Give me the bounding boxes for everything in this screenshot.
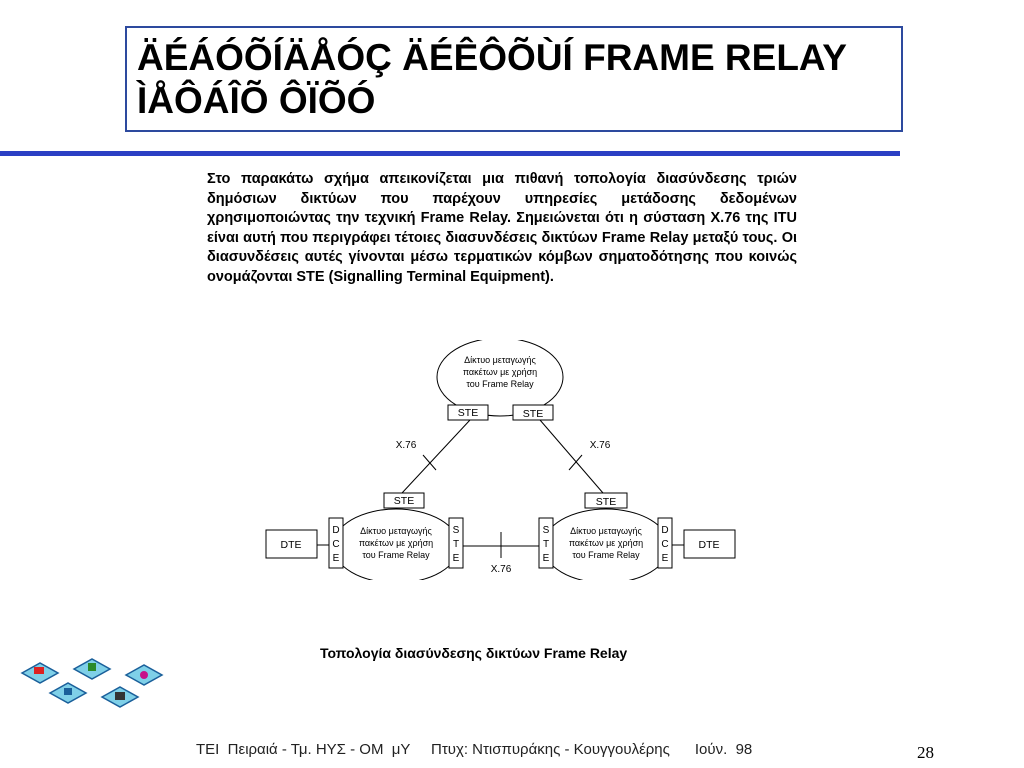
ste-left-t: T xyxy=(452,539,460,550)
ste-label-left: STE xyxy=(393,495,415,507)
dce-right-d: D xyxy=(661,525,669,536)
puzzle-piece-icon xyxy=(22,663,58,683)
dce-right-c: C xyxy=(661,539,669,550)
body-paragraph: Στο παρακάτω σχήμα απεικονίζεται μια πιθανή τοπολογία διασύνδεσης τριών δημόσιων δικτύων που παρέχουν υπηρεσίες μετάδοσης δεδομένων χρησιμοποιώντας την τεχνική Frame Relay. Σημειώνεται ότι η σύσταση X.76 της ITU είναι αυτή που περιγράφει τέτοιες διασυνδέσεις δικτύων Frame Relay μεταξύ τους. Οι διασυνδέσεις αυτές γίνονται μέσω τερματικών κόμβων σηματοδότησης που κοινώς ονομάζονται STE (Signalling Terminal Equipment). xyxy=(207,171,797,285)
frame-relay-topology-diagram xyxy=(260,340,740,580)
dce-left-d: D xyxy=(332,525,340,536)
right-network-label-1: Δίκτυο μεταγωγής xyxy=(570,526,642,536)
link-right xyxy=(540,420,603,493)
ste-label-top-left: STE xyxy=(457,407,479,419)
puzzle-piece-icon xyxy=(126,665,162,685)
right-network-label-2: πακέτων με χρήση xyxy=(568,538,644,548)
ste-left-s: S xyxy=(452,525,460,536)
left-network-label-3: του Frame Relay xyxy=(362,550,430,560)
diagram-caption: Τοπολογία διασύνδεσης δικτύων Frame Relay xyxy=(320,645,628,661)
ste-label-right: STE xyxy=(595,496,617,508)
title-rule xyxy=(0,151,900,156)
x76-label-bottom: X.76 xyxy=(490,564,512,575)
ste-left-e: E xyxy=(452,553,460,564)
top-network-label-1: Δίκτυο μεταγωγής xyxy=(464,355,536,365)
dte-label-right: DTE xyxy=(698,539,720,551)
x76-tick-right xyxy=(569,455,582,470)
left-network-label-1: Δίκτυο μεταγωγής xyxy=(360,526,432,536)
dce-left-e: E xyxy=(332,553,340,564)
dte-label-left: DTE xyxy=(280,539,302,551)
top-network-label-2: πακέτων με χρήση xyxy=(462,367,538,377)
dce-left-c: C xyxy=(332,539,340,550)
puzzle-piece-icon xyxy=(102,687,138,707)
top-network-label-3: του Frame Relay xyxy=(466,379,534,389)
dce-right-e: E xyxy=(661,553,669,564)
link-left xyxy=(402,420,470,493)
puzzle-piece-icon xyxy=(74,659,110,679)
title-line-2: ÌÅÔÁÎÕ ÔÏÕÓ xyxy=(137,80,376,121)
puzzle-piece-icon xyxy=(50,683,86,703)
page-number: 28 xyxy=(917,743,934,762)
right-network-label-3: του Frame Relay xyxy=(572,550,640,560)
ste-right-t: T xyxy=(542,539,550,550)
ste-right-e: E xyxy=(542,553,550,564)
puzzle-pieces-decoration xyxy=(18,655,168,715)
ste-label-top-right: STE xyxy=(522,408,544,420)
footer-text: ΤΕΙ Πειραιά - Τμ. ΗΥΣ - ΟΜ μΥ Πτυχ: Ντισπυράκης - Κουγγουλέρης Ιούν. 98 xyxy=(196,741,753,758)
left-network-label-2: πακέτων με χρήση xyxy=(358,538,434,548)
title-box xyxy=(125,26,903,132)
title-line-1: ÄÉÁÓÕÍÄÅÓÇ ÄÉÊÔÕÙÍ FRAME RELAY xyxy=(137,37,847,78)
x76-label-left: X.76 xyxy=(395,440,417,451)
x76-label-right: X.76 xyxy=(589,440,611,451)
ste-right-s: S xyxy=(542,525,550,536)
